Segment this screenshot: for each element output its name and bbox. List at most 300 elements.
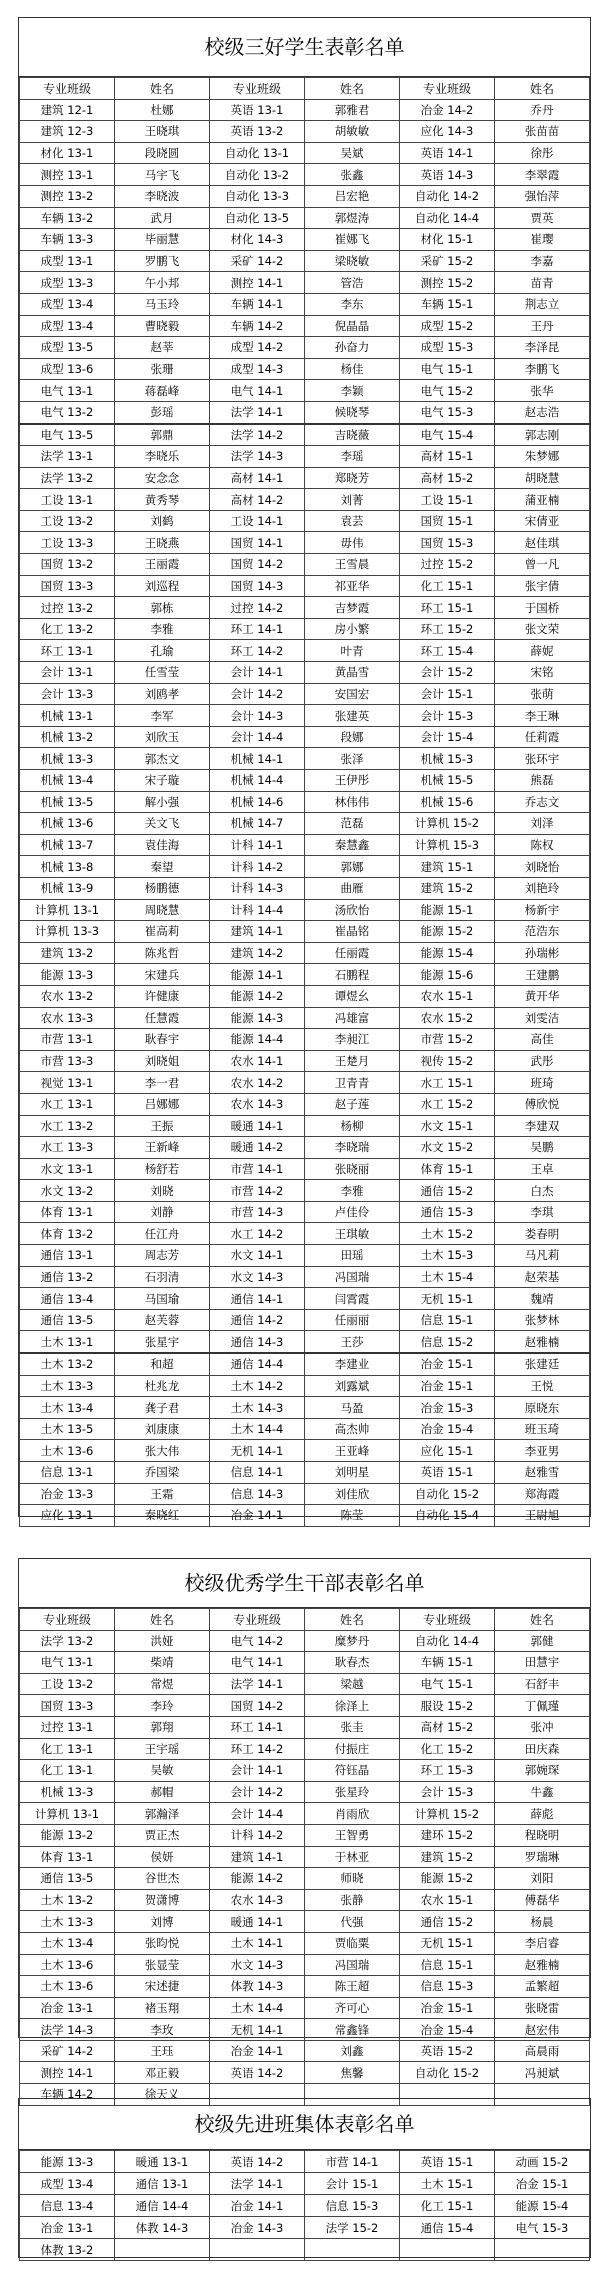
table-cell: 英语 14-2 bbox=[210, 2151, 305, 2173]
table-cell: 会计 14-2 bbox=[210, 1781, 305, 1803]
table-row bbox=[20, 899, 590, 921]
table-row bbox=[20, 1695, 590, 1717]
table-cell: 土木 14-4 bbox=[210, 1997, 305, 2019]
table-cell: 李晓波 bbox=[115, 185, 210, 207]
table-cell: 计科 14-4 bbox=[210, 899, 305, 921]
table-cell: 宋述捷 bbox=[115, 1976, 210, 1998]
header-cell: 专业班级 bbox=[400, 1609, 495, 1631]
table-cell: 法学 14-1 bbox=[210, 2173, 305, 2195]
table-cell: 电气 15-1 bbox=[400, 1673, 495, 1695]
table-cell: 刘雯洁 bbox=[495, 1007, 590, 1029]
table-cell: 市营 13-1 bbox=[20, 1029, 115, 1051]
table-cell: 过控 15-2 bbox=[400, 554, 495, 576]
table-row bbox=[20, 813, 590, 835]
table-cell: 法学 14-1 bbox=[210, 1673, 305, 1695]
table-cell: 赵雅楠 bbox=[495, 1954, 590, 1976]
table-cell: 成型 13-1 bbox=[20, 250, 115, 272]
table-cell: 通信 13-1 bbox=[20, 1245, 115, 1267]
table-row bbox=[20, 1353, 590, 1375]
table-row bbox=[20, 2217, 590, 2239]
table-row bbox=[20, 1505, 590, 1527]
header-cell: 专业班级 bbox=[400, 78, 495, 100]
table-cell: 土木 13-3 bbox=[20, 1911, 115, 1933]
table-cell: 会计 14-3 bbox=[210, 705, 305, 727]
table-row bbox=[20, 1868, 590, 1890]
table-cell: 过控 13-2 bbox=[20, 597, 115, 619]
table-cell: 田庆森 bbox=[495, 1738, 590, 1760]
table-cell: 农水 14-3 bbox=[210, 1093, 305, 1115]
table-row bbox=[20, 554, 590, 576]
table-cell: 电气 14-1 bbox=[210, 380, 305, 402]
table-cell: 李翠霞 bbox=[495, 164, 590, 186]
table-cell: 土木 13-3 bbox=[20, 1375, 115, 1397]
table-cell: 无机 15-1 bbox=[400, 1288, 495, 1310]
table-cell: 刘鑫 bbox=[305, 2040, 400, 2062]
table-cell: 贾临粟 bbox=[305, 1932, 400, 1954]
table-row bbox=[20, 446, 590, 468]
table-row bbox=[20, 791, 590, 813]
table-cell: 英语 14-1 bbox=[400, 142, 495, 164]
table-cell: 信息 14-1 bbox=[210, 1462, 305, 1484]
table-cell: 市营 14-1 bbox=[305, 2151, 400, 2173]
table-cell: 蒋磊峰 bbox=[115, 380, 210, 402]
table-cell: 张星玲 bbox=[305, 1781, 400, 1803]
table-cell: 自动化 15-2 bbox=[400, 2062, 495, 2084]
table-row bbox=[20, 1331, 590, 1353]
table-row bbox=[20, 121, 590, 143]
table-cell: 信息 15-2 bbox=[400, 1331, 495, 1353]
table-cell: 成型 14-3 bbox=[210, 358, 305, 380]
table-cell: 采矿 15-2 bbox=[400, 250, 495, 272]
table-cell: 贺潇博 bbox=[115, 1889, 210, 1911]
table-cell: 李琪 bbox=[495, 1201, 590, 1223]
table-cell: 机械 13-1 bbox=[20, 705, 115, 727]
table-cell: 会计 13-3 bbox=[20, 683, 115, 705]
table-cell: 魏靖 bbox=[495, 1288, 590, 1310]
table-row bbox=[20, 380, 590, 402]
table-cell: 能源 15-2 bbox=[400, 1868, 495, 1890]
table-cell: 田慧宇 bbox=[495, 1652, 590, 1674]
table-cell: 张建英 bbox=[305, 705, 400, 727]
table-cell: 高晨雨 bbox=[495, 2040, 590, 2062]
table-row bbox=[20, 207, 590, 229]
table-cell: 机械 14-4 bbox=[210, 770, 305, 792]
table-cell: 能源 14-4 bbox=[210, 1029, 305, 1051]
table-cell: 自动化 14-2 bbox=[400, 185, 495, 207]
table-cell bbox=[495, 2239, 590, 2261]
table-cell: 王振 bbox=[115, 1115, 210, 1137]
table-cell: 土木 13-5 bbox=[20, 1418, 115, 1440]
table-cell: 体育 13-1 bbox=[20, 1846, 115, 1868]
table-cell: 杜娜 bbox=[115, 99, 210, 121]
table-row bbox=[20, 1932, 590, 1954]
table-cell: 刘欣玉 bbox=[115, 726, 210, 748]
table-cell: 工设 14-1 bbox=[210, 510, 305, 532]
table-cell: 祁亚华 bbox=[305, 575, 400, 597]
table-cell: 电气 13-2 bbox=[20, 401, 115, 423]
table-cell: 罗鹏飞 bbox=[115, 250, 210, 272]
table-cell: 英语 13-2 bbox=[210, 121, 305, 143]
table-row bbox=[20, 683, 590, 705]
table-cell: 车辆 15-1 bbox=[400, 1652, 495, 1674]
table-cell: 苗青 bbox=[495, 272, 590, 294]
table-row bbox=[20, 1889, 590, 1911]
header-cell: 姓名 bbox=[495, 78, 590, 100]
table-cell: 环工 15-2 bbox=[400, 618, 495, 640]
table-cell: 谷世杰 bbox=[115, 1868, 210, 1890]
table-cell: 成型 15-3 bbox=[400, 337, 495, 359]
merit-students-table bbox=[19, 77, 590, 1527]
table-cell: 曹晓毅 bbox=[115, 315, 210, 337]
table-cell: 强怡萍 bbox=[495, 185, 590, 207]
table-cell: 体育 15-1 bbox=[400, 1158, 495, 1180]
table-cell: 梁晓敏 bbox=[305, 250, 400, 272]
table-cell: 王宇瑶 bbox=[115, 1738, 210, 1760]
table-cell: 李建业 bbox=[305, 1353, 400, 1375]
table-cell: 化工 15-1 bbox=[400, 575, 495, 597]
table-cell: 机械 13-3 bbox=[20, 748, 115, 770]
table-cell: 会计 14-1 bbox=[210, 662, 305, 684]
table-cell: 袁佳海 bbox=[115, 834, 210, 856]
table-cell: 许健康 bbox=[115, 985, 210, 1007]
table-cell: 机械 15-6 bbox=[400, 791, 495, 813]
table-cell: 吴敏 bbox=[115, 1760, 210, 1782]
table-cell: 会计 13-1 bbox=[20, 662, 115, 684]
table-cell: 会计 14-4 bbox=[210, 1803, 305, 1825]
section-outstanding-cadres bbox=[18, 1558, 591, 2102]
table-cell: 秦望 bbox=[115, 856, 210, 878]
table-cell: 刘博 bbox=[115, 1911, 210, 1933]
table-cell: 土木 15-4 bbox=[400, 1266, 495, 1288]
table-cell: 成型 13-4 bbox=[20, 315, 115, 337]
table-row bbox=[20, 834, 590, 856]
table-cell: 袁芸 bbox=[305, 510, 400, 532]
table-cell: 冶金 13-1 bbox=[20, 1997, 115, 2019]
table-cell: 刘露斌 bbox=[305, 1375, 400, 1397]
table-cell: 黄开华 bbox=[495, 985, 590, 1007]
table-cell: 建筑 13-2 bbox=[20, 942, 115, 964]
table-cell: 徐彤 bbox=[495, 142, 590, 164]
table-cell: 郑海霞 bbox=[495, 1483, 590, 1505]
table-cell: 农水 14-2 bbox=[210, 1072, 305, 1094]
table-cell: 建筑 12-3 bbox=[20, 121, 115, 143]
table-cell: 肖雨欣 bbox=[305, 1803, 400, 1825]
table-cell: 土木 13-6 bbox=[20, 1440, 115, 1462]
table-cell: 土木 15-1 bbox=[400, 2173, 495, 2195]
table-cell: 黄晶雪 bbox=[305, 662, 400, 684]
table-row bbox=[20, 575, 590, 597]
table-cell: 李晓乐 bbox=[115, 446, 210, 468]
table-cell: 水工 15-2 bbox=[400, 1093, 495, 1115]
table-cell: 崔娜飞 bbox=[305, 229, 400, 251]
table-cell: 师晓 bbox=[305, 1868, 400, 1890]
table-cell: 通信 14-4 bbox=[210, 1353, 305, 1375]
section-title: 校级三好学生表彰名单 bbox=[19, 18, 590, 77]
table-row bbox=[20, 770, 590, 792]
table-cell: 英语 15-1 bbox=[400, 1462, 495, 1484]
table-cell: 水文 13-2 bbox=[20, 1180, 115, 1202]
table-cell: 张苗苗 bbox=[495, 121, 590, 143]
table-row bbox=[20, 662, 590, 684]
table-cell: 材化 14-3 bbox=[210, 229, 305, 251]
table-cell: 水工 13-1 bbox=[20, 1093, 115, 1115]
table-row bbox=[20, 1824, 590, 1846]
table-cell: 英语 14-2 bbox=[210, 2062, 305, 2084]
table-row bbox=[20, 1803, 590, 1825]
table-cell: 能源 14-1 bbox=[210, 964, 305, 986]
table-cell: 李鹏飞 bbox=[495, 358, 590, 380]
outstanding-cadres-table bbox=[19, 1608, 590, 2106]
table-cell: 杨鹏德 bbox=[115, 877, 210, 899]
header-row bbox=[20, 1609, 590, 1631]
table-row bbox=[20, 2062, 590, 2084]
table-cell: 马玉玲 bbox=[115, 293, 210, 315]
table-cell: 市营 14-2 bbox=[210, 1180, 305, 1202]
table-cell: 冯国瑞 bbox=[305, 1266, 400, 1288]
table-cell: 褚玉翔 bbox=[115, 1997, 210, 2019]
table-cell: 材化 15-1 bbox=[400, 229, 495, 251]
table-cell: 李雅 bbox=[305, 1180, 400, 1202]
table-cell: 土木 13-2 bbox=[20, 1353, 115, 1375]
table-cell: 计算机 15-2 bbox=[400, 1803, 495, 1825]
table-cell: 计算机 13-1 bbox=[20, 899, 115, 921]
table-cell: 能源 13-3 bbox=[20, 964, 115, 986]
table-cell: 李泽昆 bbox=[495, 337, 590, 359]
header-cell: 姓名 bbox=[115, 1609, 210, 1631]
table-cell: 张大伟 bbox=[115, 1440, 210, 1462]
table-row bbox=[20, 748, 590, 770]
table-cell: 邓正毅 bbox=[115, 2062, 210, 2084]
table-cell: 机械 13-5 bbox=[20, 791, 115, 813]
table-cell bbox=[305, 2239, 400, 2261]
table-cell: 王伊彤 bbox=[305, 770, 400, 792]
table-cell: 化工 13-2 bbox=[20, 618, 115, 640]
table-cell: 会计 15-1 bbox=[305, 2173, 400, 2195]
table-cell: 电气 13-1 bbox=[20, 380, 115, 402]
table-cell: 张建廷 bbox=[495, 1353, 590, 1375]
table-cell: 赵雅雪 bbox=[495, 1462, 590, 1484]
section-advanced-classes bbox=[18, 2098, 591, 2258]
table-cell: 冶金 13-1 bbox=[20, 2217, 115, 2239]
table-cell: 法学 13-2 bbox=[20, 467, 115, 489]
table-cell: 建筑 15-2 bbox=[400, 1846, 495, 1868]
table-cell: 通信 13-4 bbox=[20, 1288, 115, 1310]
table-cell: 杨佳 bbox=[305, 358, 400, 380]
table-row bbox=[20, 424, 590, 446]
table-cell: 马凡莉 bbox=[495, 1245, 590, 1267]
table-cell: 自动化 15-2 bbox=[400, 1483, 495, 1505]
table-cell: 应化 15-1 bbox=[400, 1440, 495, 1462]
table-cell: 管浩 bbox=[305, 272, 400, 294]
table-cell: 应化 14-3 bbox=[400, 121, 495, 143]
table-cell: 刘晓 bbox=[115, 1180, 210, 1202]
table-cell: 张晓雷 bbox=[495, 1997, 590, 2019]
table-cell: 胡敏敏 bbox=[305, 121, 400, 143]
header-row bbox=[20, 78, 590, 100]
table-cell: 李瑶 bbox=[305, 446, 400, 468]
table-cell: 成型 13-4 bbox=[20, 293, 115, 315]
table-cell: 张泽 bbox=[305, 748, 400, 770]
table-cell: 暖通 14-2 bbox=[210, 1137, 305, 1159]
table-cell: 班琦 bbox=[495, 1072, 590, 1094]
table-cell: 化工 15-2 bbox=[400, 1738, 495, 1760]
header-cell: 专业班级 bbox=[20, 78, 115, 100]
table-cell: 黄秀琴 bbox=[115, 489, 210, 511]
table-cell: 计算机 13-3 bbox=[20, 921, 115, 943]
table-cell: 赵雅楠 bbox=[495, 1331, 590, 1353]
table-row bbox=[20, 467, 590, 489]
table-cell: 李晓瑞 bbox=[305, 1137, 400, 1159]
table-row bbox=[20, 272, 590, 294]
table-cell: 龚子君 bbox=[115, 1397, 210, 1419]
table-row bbox=[20, 1673, 590, 1695]
table-cell: 自动化 13-2 bbox=[210, 164, 305, 186]
table-cell: 土木 13-1 bbox=[20, 1331, 115, 1353]
header-cell: 专业班级 bbox=[210, 1609, 305, 1631]
table-cell: 王莎 bbox=[305, 1331, 400, 1353]
table-cell: 过控 13-1 bbox=[20, 1716, 115, 1738]
table-cell: 会计 14-4 bbox=[210, 726, 305, 748]
table-cell: 张宇倩 bbox=[495, 575, 590, 597]
table-row bbox=[20, 1050, 590, 1072]
table-row bbox=[20, 2040, 590, 2062]
table-cell: 水文 13-1 bbox=[20, 1158, 115, 1180]
table-cell: 机械 13-2 bbox=[20, 726, 115, 748]
table-cell: 曾一凡 bbox=[495, 554, 590, 576]
table-row bbox=[20, 640, 590, 662]
table-cell: 于国桥 bbox=[495, 597, 590, 619]
table-cell: 能源 14-2 bbox=[210, 1868, 305, 1890]
table-row bbox=[20, 2151, 590, 2173]
table-cell: 刘康康 bbox=[115, 1418, 210, 1440]
table-cell: 乔丹 bbox=[495, 99, 590, 121]
table-cell: 信息 15-1 bbox=[400, 1954, 495, 1976]
table-cell: 自动化 14-4 bbox=[400, 207, 495, 229]
table-cell: 冶金 15-4 bbox=[400, 2019, 495, 2041]
table-row bbox=[20, 942, 590, 964]
table-cell: 法学 14-3 bbox=[20, 2019, 115, 2041]
table-cell: 法学 14-2 bbox=[210, 424, 305, 446]
table-cell: 薛彪 bbox=[495, 1803, 590, 1825]
table-cell: 李一君 bbox=[115, 1072, 210, 1094]
table-cell: 机械 14-6 bbox=[210, 791, 305, 813]
table-cell: 常煜 bbox=[115, 1673, 210, 1695]
table-cell: 赵子莲 bbox=[305, 1093, 400, 1115]
table-cell: 通信 13-5 bbox=[20, 1309, 115, 1331]
table-cell: 国贸 14-2 bbox=[210, 554, 305, 576]
table-cell: 冯国瑞 bbox=[305, 1954, 400, 1976]
table-cell: 冶金 15-1 bbox=[495, 2173, 590, 2195]
table-cell: 土木 13-2 bbox=[20, 1889, 115, 1911]
table-cell: 刘菁 bbox=[305, 489, 400, 511]
table-cell: 王卓 bbox=[495, 1158, 590, 1180]
table-cell: 谭煜幺 bbox=[305, 985, 400, 1007]
table-cell: 法学 15-2 bbox=[305, 2217, 400, 2239]
table-cell: 法学 13-2 bbox=[20, 1630, 115, 1652]
table-row bbox=[20, 358, 590, 380]
table-row bbox=[20, 1223, 590, 1245]
table-row bbox=[20, 1911, 590, 1933]
table-cell: 于林亚 bbox=[305, 1846, 400, 1868]
table-cell: 薛妮 bbox=[495, 640, 590, 662]
table-cell: 英语 15-1 bbox=[400, 2151, 495, 2173]
table-cell: 孔瑜 bbox=[115, 640, 210, 662]
table-cell: 计算机 15-2 bbox=[400, 813, 495, 835]
table-cell: 冶金 14-2 bbox=[400, 99, 495, 121]
table-cell: 侯妍 bbox=[115, 1846, 210, 1868]
table-cell: 国贸 13-3 bbox=[20, 1695, 115, 1717]
table-cell: 土木 15-2 bbox=[400, 1223, 495, 1245]
table-cell: 李建双 bbox=[495, 1115, 590, 1137]
table-cell: 电气 15-2 bbox=[400, 380, 495, 402]
table-cell: 李军 bbox=[115, 705, 210, 727]
table-cell: 王尉旭 bbox=[495, 1505, 590, 1527]
table-cell: 无机 14-1 bbox=[210, 2019, 305, 2041]
table-cell: 车辆 13-2 bbox=[20, 207, 115, 229]
table-cell: 张昀悦 bbox=[115, 1932, 210, 1954]
table-cell: 毕丽慧 bbox=[115, 229, 210, 251]
table-row bbox=[20, 1375, 590, 1397]
table-cell: 环工 13-1 bbox=[20, 640, 115, 662]
header-cell: 专业班级 bbox=[210, 78, 305, 100]
table-cell: 刘巡程 bbox=[115, 575, 210, 597]
table-cell: 倪晶晶 bbox=[305, 315, 400, 337]
table-cell: 信息 15-3 bbox=[400, 1976, 495, 1998]
table-row bbox=[20, 2173, 590, 2195]
table-cell: 罗瑞琳 bbox=[495, 1846, 590, 1868]
table-cell: 李启睿 bbox=[495, 1932, 590, 1954]
table-cell: 会计 15-4 bbox=[400, 726, 495, 748]
table-cell: 测控 13-2 bbox=[20, 185, 115, 207]
table-cell: 赵莘 bbox=[115, 337, 210, 359]
table-cell: 秦慧鑫 bbox=[305, 834, 400, 856]
table-cell: 张静 bbox=[305, 1889, 400, 1911]
table-cell: 土木 14-3 bbox=[210, 1397, 305, 1419]
table-row bbox=[20, 1245, 590, 1267]
table-cell: 成型 13-6 bbox=[20, 358, 115, 380]
table-cell: 张环宇 bbox=[495, 748, 590, 770]
table-cell: 工设 13-2 bbox=[20, 510, 115, 532]
header-cell: 姓名 bbox=[305, 1609, 400, 1631]
table-cell: 法学 14-1 bbox=[210, 401, 305, 423]
table-cell: 梁越 bbox=[305, 1673, 400, 1695]
table-cell: 李颖 bbox=[305, 380, 400, 402]
table-cell: 王新峰 bbox=[115, 1137, 210, 1159]
table-cell: 李王琳 bbox=[495, 705, 590, 727]
table-row bbox=[20, 1093, 590, 1115]
table-cell: 建筑 14-1 bbox=[210, 1846, 305, 1868]
table-cell: 安念念 bbox=[115, 467, 210, 489]
table-cell: 化工 13-1 bbox=[20, 1760, 115, 1782]
table-cell: 电气 14-1 bbox=[210, 1652, 305, 1674]
table-cell: 电气 13-1 bbox=[20, 1652, 115, 1674]
table-cell: 刘佳欣 bbox=[305, 1483, 400, 1505]
table-cell: 冶金 15-1 bbox=[400, 1353, 495, 1375]
table-cell: 卢佳伶 bbox=[305, 1201, 400, 1223]
table-cell: 王楚月 bbox=[305, 1050, 400, 1072]
table-cell: 视传 15-2 bbox=[400, 1050, 495, 1072]
table-cell: 冶金 15-3 bbox=[400, 1397, 495, 1419]
table-cell: 李嘉 bbox=[495, 250, 590, 272]
table-cell: 段娜 bbox=[305, 726, 400, 748]
table-cell: 刘艳玲 bbox=[495, 877, 590, 899]
table-cell: 国贸 14-3 bbox=[210, 575, 305, 597]
table-cell: 杜兆龙 bbox=[115, 1375, 210, 1397]
table-cell: 测控 14-1 bbox=[210, 272, 305, 294]
table-cell: 陈权 bbox=[495, 834, 590, 856]
table-cell: 张梦林 bbox=[495, 1309, 590, 1331]
table-cell: 农水 14-1 bbox=[210, 1050, 305, 1072]
